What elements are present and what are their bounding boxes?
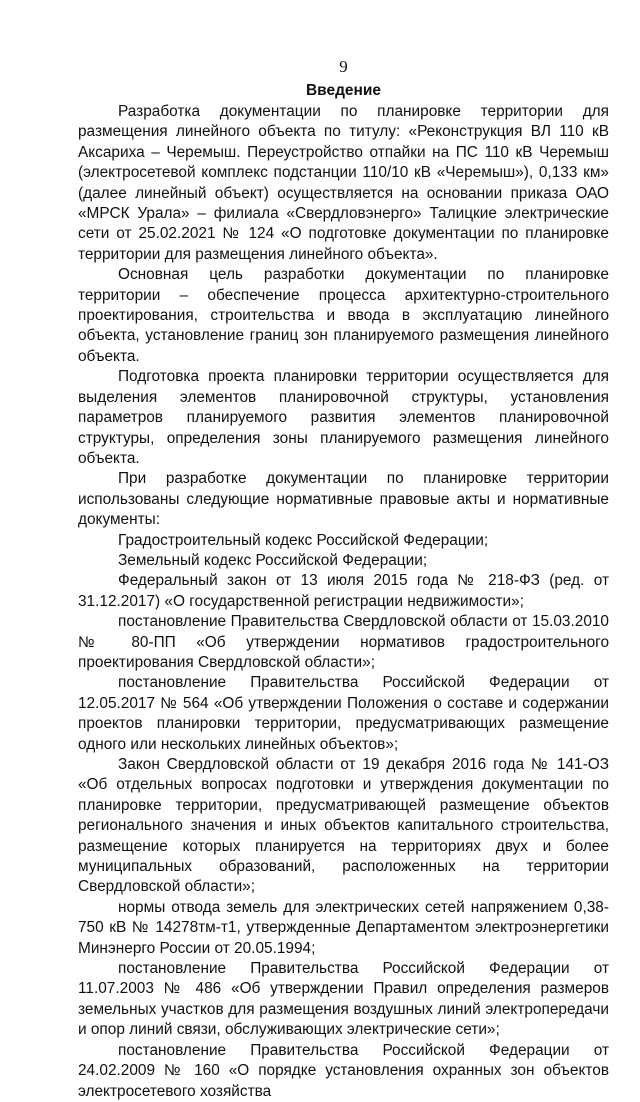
- list-item-resolution-80pp: постановление Правительства Свердловской области от 15.03.2010 № 80-ПП «Об утверждении нормативов градостроительного проектирования Свердловской области»;: [78, 613, 609, 671]
- paragraph-intro: Разработка документации по планировке территории для размещения линейного объекта по титулу: «Реконструкция ВЛ 110 кВ Аксариха – Черемыш. Переустройство отпайки на ПС 110 кВ Черемыш (электросетевой комплекс подстанции 110/10 кВ «Черемыш»), 0,133 км» (далее линейный объект) осуществляется на основании приказа ОАО «МРСК Урала» – филиала «Свердловэнерго» Талицкие электрические сети от 25.02.2021 № 124 «О подготовке документации по планировке территории для размещения линейного объекта».: [78, 103, 609, 263]
- list-item-federal-law-218: Федеральный закон от 13 июля 2015 года № 218-ФЗ (ред. от 31.12.2017) «О государственной регистрации недвижимости»;: [78, 572, 609, 610]
- paragraph-documents-intro: При разработке документации по планировке территории использованы следующие нормативные правовые акты и нормативные документы:: [78, 470, 609, 529]
- list-item-urban-code: Градостроительный кодекс Российской Федерации;: [118, 531, 489, 549]
- list-item-land-code: Земельный кодекс Российской Федерации;: [118, 551, 428, 569]
- list-item-land-norms: нормы отвода земель для электрических сетей напряжением 0,38-750 кВ № 14278тм-т1, утвержденные Департаментом электроэнергетики Минэнерго России от 20.05.1994;: [78, 898, 609, 957]
- section-heading: Введение: [305, 82, 382, 99]
- paragraph-preparation: Подготовка проекта планировки территории осуществляется для выделения элементов планировочной структуры, установления параметров планируемого развития элементов планировочной структуры, определения зоны планируемого размещения линейного объекта.: [78, 368, 609, 467]
- list-item-resolution-564: постановление Правительства Российской Федерации от 12.05.2017 № 564 «Об утверждении Положения о составе и содержании проектов планировки территории, предусматривающих размещение одного или нескольких линейных объектов»;: [78, 674, 609, 753]
- page-number: 9: [339, 57, 348, 76]
- list-item-resolution-160: постановление Правительства Российской Федерации от 24.02.2009 № 160 «О порядке установления охранных зон объектов электросетевого хозяйства: [78, 1041, 609, 1100]
- list-item-law-141oz: Закон Свердловской области от 19 декабря 2016 года № 141-ОЗ «Об отдельных вопросах подготовки и утверждения документации по планировке территории, предусматривающей размещение объектов регионального значения и иных объектов капитального строительства, размещение которых планируется на территориях двух и более муниципальных образований, расположенных на территории Свердловской области»;: [78, 756, 609, 896]
- list-item-resolution-486: постановление Правительства Российской Федерации от 11.07.2003 № 486 «Об утверждении Правил определения размеров земельных участков для размещения воздушных линий электропередачи и опор линий связи, обслуживающих электрические сети»;: [78, 960, 609, 1039]
- document-page: [78, 56, 609, 1102]
- paragraph-goal: Основная цель разработки документации по планировке территории – обеспечение процесса архитектурно-строительного проектирования, строительства и ввода в эксплуатацию линейного объекта, установление границ зон планируемого размещения линейного объекта.: [78, 266, 609, 365]
